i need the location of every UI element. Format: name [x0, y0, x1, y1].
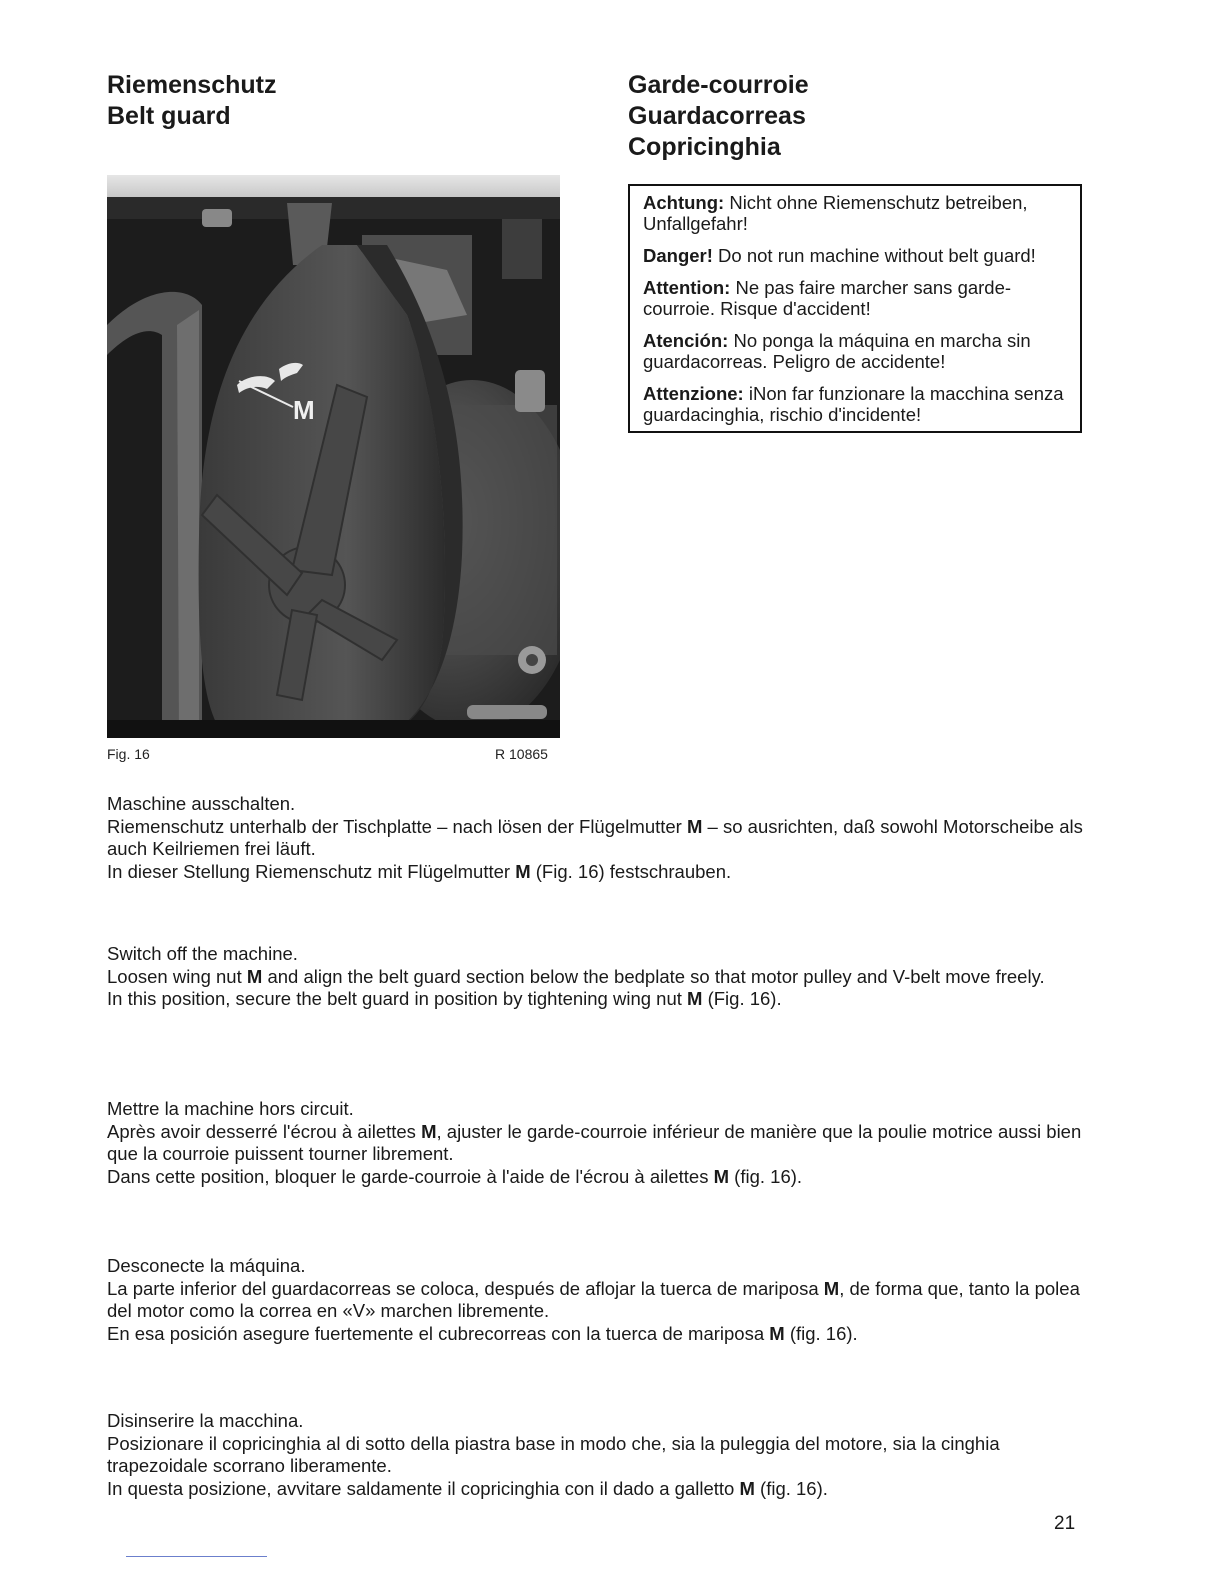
warning-it: [643, 383, 1072, 425]
wing-nut-ref: M: [823, 1277, 840, 1299]
warning-de-label: Achtung:: [643, 192, 725, 213]
en-line-2: Loosen wing nut M and align the belt guard section below the bedplate so that motor pulley and V-belt move freely.: [107, 965, 1045, 987]
it-line-1: Disinserire la macchina.: [107, 1410, 304, 1431]
page-number: 21: [1054, 1513, 1076, 1534]
warning-fr-label: Attention:: [643, 277, 731, 298]
section-english: [107, 943, 1087, 1011]
wing-nut-ref: M: [246, 965, 263, 987]
wing-nut-ref: M: [421, 1120, 437, 1142]
wing-nut-ref: M: [769, 1322, 785, 1344]
es-line-3: En esa posición asegure fuertemente el cubrecorreas con la tuerca de mariposa M (fig. 16).: [107, 1322, 858, 1344]
belt-guard-photo: [107, 175, 560, 738]
wing-nut-ref: M: [515, 860, 531, 882]
heading-guardacorreas: Guardacorreas: [628, 102, 806, 130]
fr-line-3: Dans cette position, bloquer le garde-courroie à l'aide de l'écrou à ailettes M (fig. 16).: [107, 1165, 803, 1187]
warning-fr: [643, 277, 1072, 319]
footer-rule: [126, 1556, 267, 1557]
es-line-2: La parte inferior del guardacorreas se coloca, después de aflojar la tuerca de mariposa M, de forma que, tanto la polea del motor como la correa en «V» marchen libremente.: [107, 1277, 1080, 1321]
heading-riemenschutz: Riemenschutz: [107, 71, 277, 99]
it-line-2: Posizionare il copricinghia al di sotto della piastra base in modo che, sia la puleggia del motore, sia la cinghia trapezoidale scorrano liberamente.: [107, 1432, 1000, 1476]
warning-de: [643, 192, 1072, 234]
heading-de-en: [107, 70, 276, 132]
warning-en: [643, 245, 1072, 266]
de-line-3: In dieser Stellung Riemenschutz mit Flügelmutter M (Fig. 16) festschrauben.: [107, 860, 732, 882]
es-line-1: Desconecte la máquina.: [107, 1255, 306, 1276]
figure-reference: R 10865: [495, 746, 548, 762]
warning-de-text: Nicht ohne Riemenschutz betreiben, Unfallgefahr!: [643, 192, 1028, 234]
wing-nut-ref: M: [713, 1165, 730, 1187]
section-french: [107, 1098, 1087, 1188]
wing-nut-ref: M: [686, 815, 703, 837]
fr-line-2: Après avoir desserré l'écrou à ailettes M, ajuster le garde-courroie inférieur de manière que la poulie motrice aussi bien que la courroie puissent tourner librement.: [107, 1120, 1082, 1164]
warning-es-text: No ponga la máquina en marcha sin guardacorreas. Peligro de accidente!: [643, 330, 1031, 372]
de-line-1: Maschine ausschalten.: [107, 793, 296, 814]
de-line-2: Riemenschutz unterhalb der Tischplatte – nach lösen der Flügelmutter M – so ausrichten, daß sowohl Motorscheibe als auch Keilriemen frei läuft.: [107, 815, 1083, 859]
heading-garde-courroie: Garde-courroie: [628, 71, 809, 99]
warning-box: [628, 184, 1082, 433]
en-line-3: In this position, secure the belt guard in position by tightening wing nut M (Fig. 16).: [107, 988, 782, 1009]
section-spanish: [107, 1255, 1087, 1345]
heading-copricinghia: Copricinghia: [628, 133, 781, 161]
en-line-1: Switch off the machine.: [107, 943, 298, 964]
fr-line-1: Mettre la machine hors circuit.: [107, 1098, 354, 1119]
warning-it-text: iNon far funzionare la macchina senza guardacinghia, rischio d'incidente!: [643, 383, 1064, 425]
warning-fr-text: Ne pas faire marcher sans garde-courroie. Risque d'accident!: [643, 277, 1012, 319]
section-italian: [107, 1410, 1087, 1500]
section-german: [107, 793, 1087, 883]
wing-nut-ref: M: [687, 988, 703, 1009]
it-line-3: In questa posizione, avvitare saldamente il copricinghia con il dado a galletto M (fig. 16).: [107, 1477, 828, 1499]
warning-it-label: Attenzione:: [643, 383, 744, 404]
warning-en-label: Danger!: [643, 245, 713, 266]
warning-es-label: Atención:: [643, 330, 729, 351]
wing-nut-callout: M: [293, 395, 315, 425]
figure-label: Fig. 16: [107, 746, 150, 762]
wing-nut-ref: M: [739, 1477, 755, 1499]
warning-es: [643, 330, 1072, 372]
heading-fr-es-it: [628, 70, 809, 163]
warning-en-text: Do not run machine without belt guard!: [712, 245, 1036, 266]
heading-belt-guard: Belt guard: [107, 102, 231, 130]
